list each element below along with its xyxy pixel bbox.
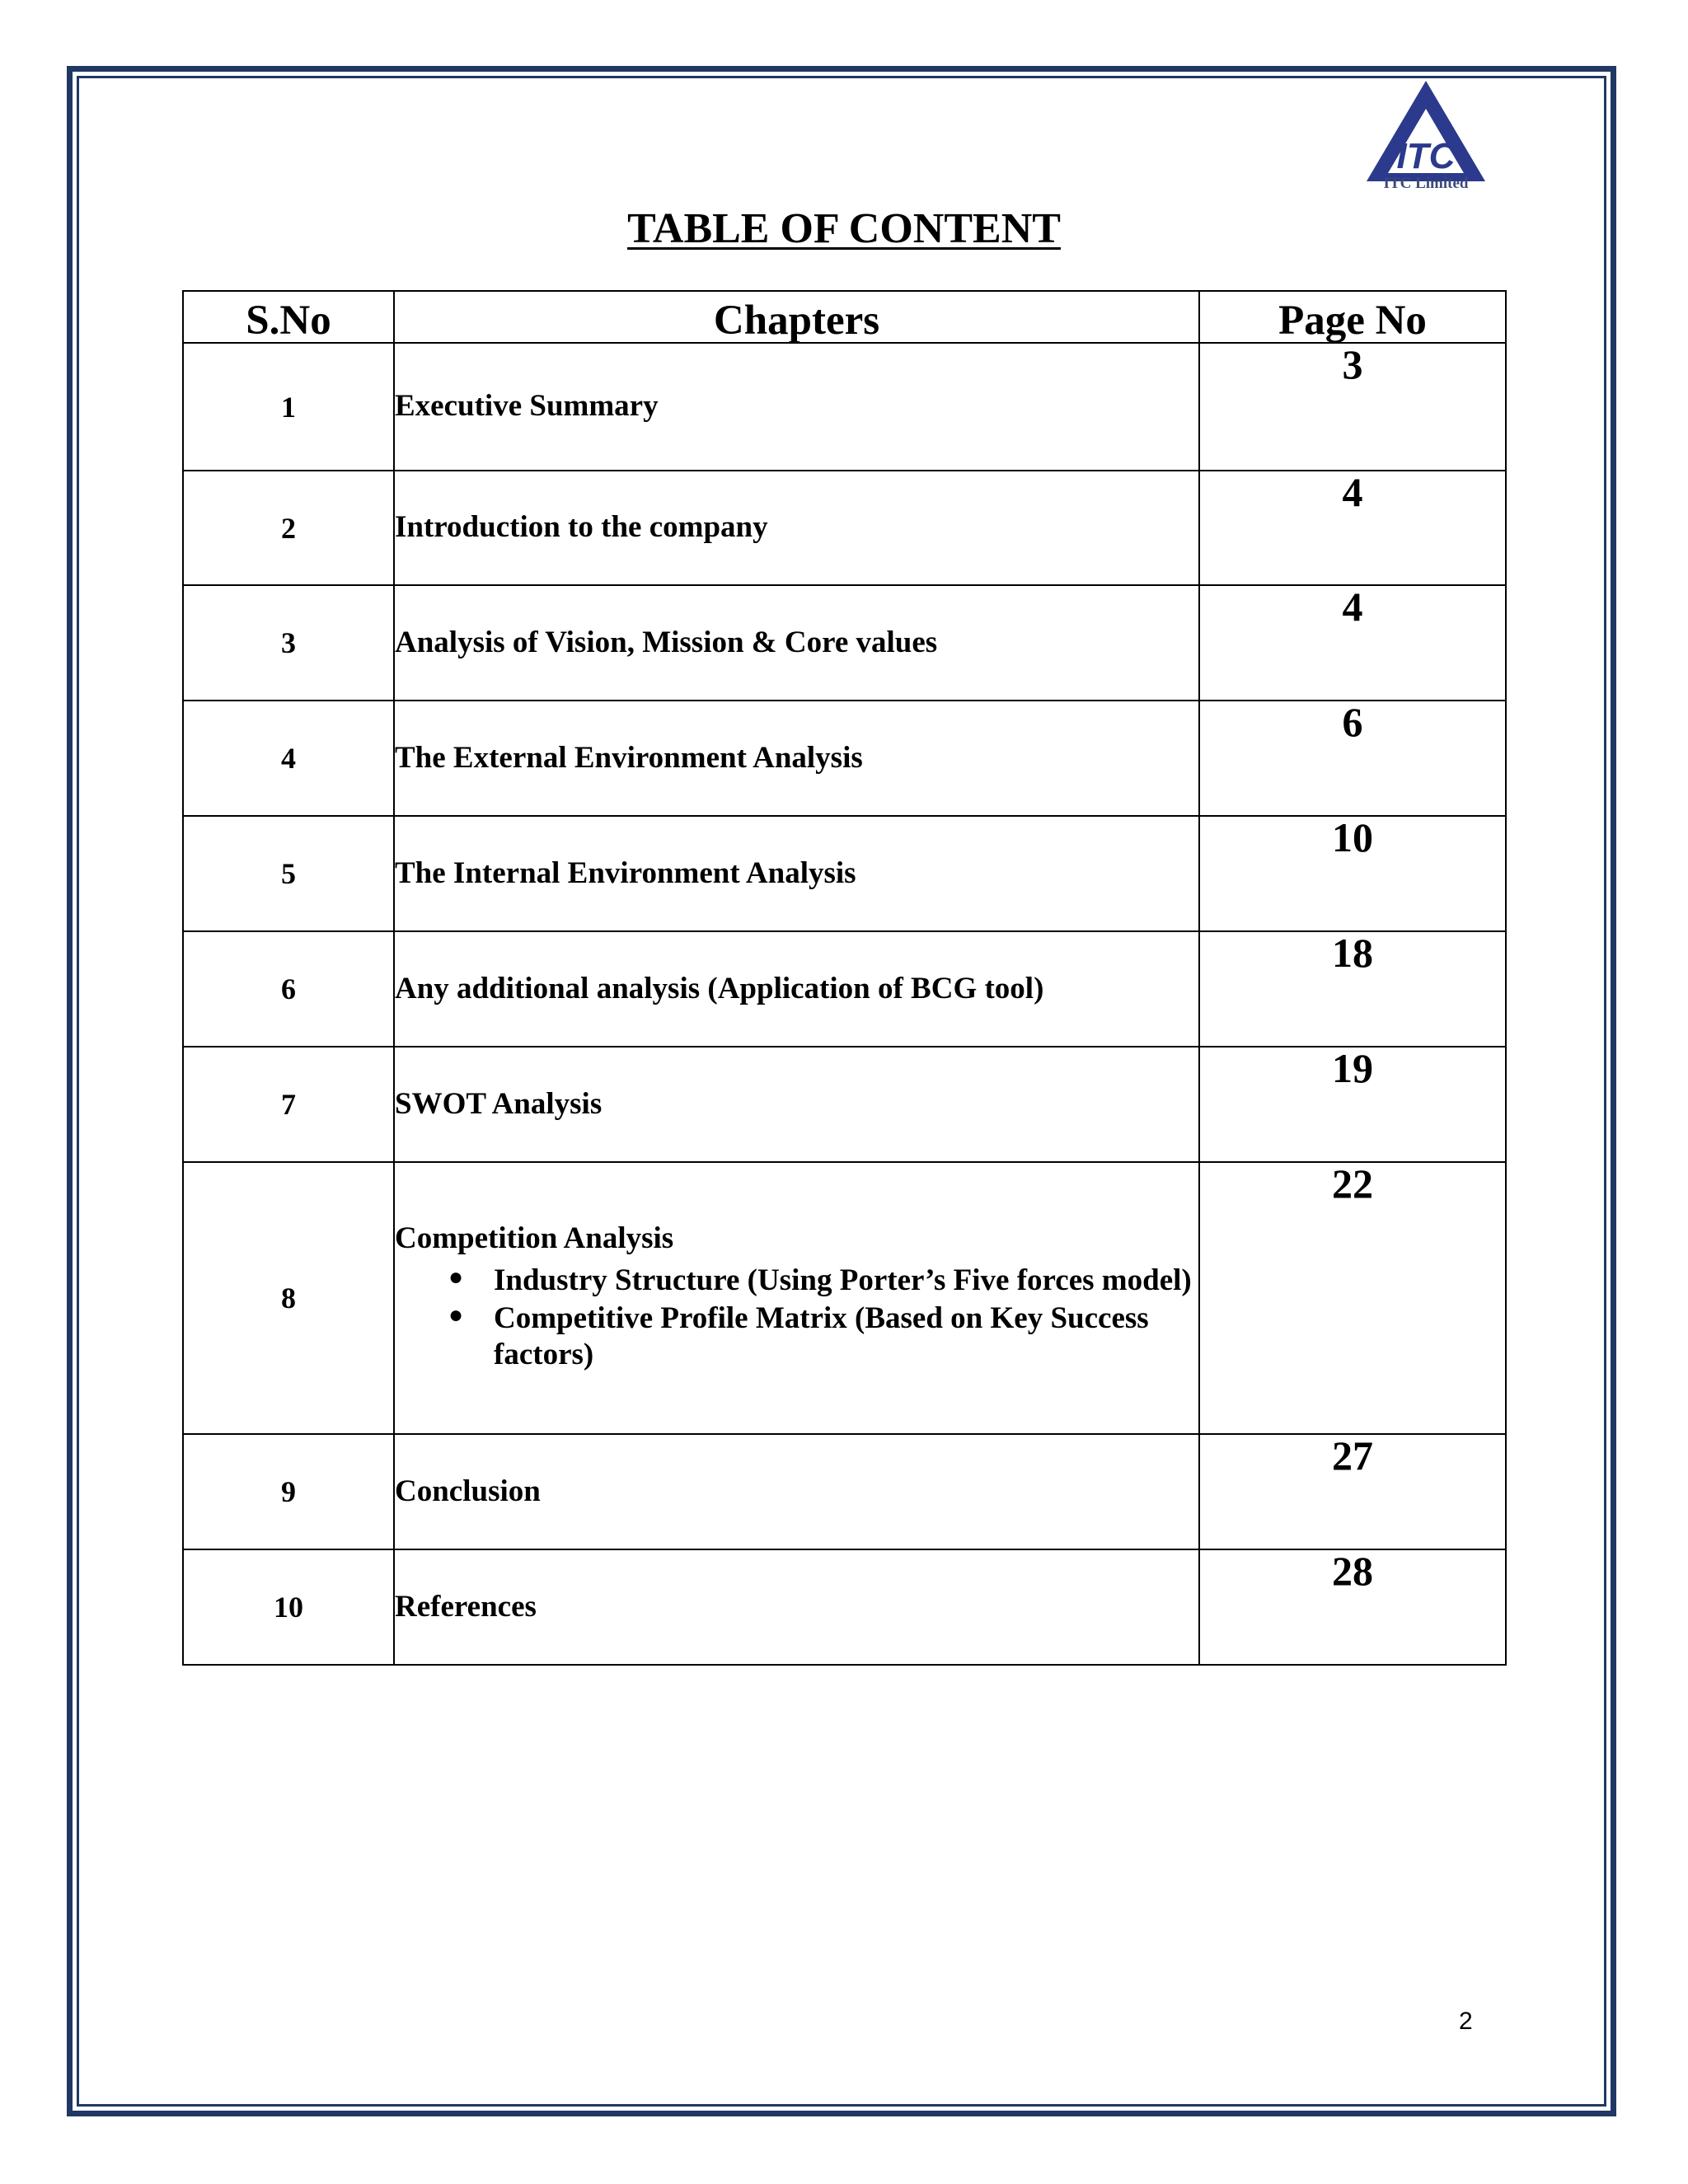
row-page-value: 6 — [1342, 699, 1363, 745]
row-page — [1199, 1162, 1506, 1434]
row-chapter-title: Competition Analysis — [395, 1221, 674, 1256]
row-page — [1199, 816, 1506, 931]
row-page — [1199, 343, 1506, 471]
bullet-text: Competitive Profile Matrix (Based on Key Success factors) — [494, 1301, 1149, 1372]
table-row — [183, 343, 1506, 471]
row-chapter — [394, 1162, 1199, 1434]
row-page-value: 3 — [1342, 341, 1363, 387]
row-page-value: 28 — [1332, 1548, 1373, 1594]
header-chapters: Chapters — [394, 291, 1199, 343]
row-page — [1199, 585, 1506, 701]
bullet-item — [448, 1263, 1198, 1299]
row-page-value: 4 — [1342, 469, 1363, 515]
row-page-value: 22 — [1332, 1160, 1373, 1207]
table-row — [183, 931, 1506, 1047]
row-sno: 9 — [183, 1434, 394, 1549]
row-page — [1199, 931, 1506, 1047]
row-page — [1199, 701, 1506, 816]
row-page — [1199, 471, 1506, 585]
table-header-row — [183, 291, 1506, 343]
row-chapter: Introduction to the company — [394, 471, 1199, 585]
row-page — [1199, 1434, 1506, 1549]
bullet-icon: ● — [448, 1263, 464, 1291]
row-sno: 5 — [183, 816, 394, 931]
table-row — [183, 471, 1506, 585]
table-row — [183, 816, 1506, 931]
row-chapter: Any additional analysis (Application of BCG tool) — [394, 931, 1199, 1047]
row-chapter: Executive Summary — [394, 343, 1199, 471]
table-row — [183, 1162, 1506, 1434]
bullet-item — [448, 1301, 1198, 1374]
row-chapter: Analysis of Vision, Mission & Core values — [394, 585, 1199, 701]
row-sno: 8 — [183, 1162, 394, 1434]
row-sno: 10 — [183, 1549, 394, 1665]
table-row — [183, 1434, 1506, 1549]
chapter-bullet-list — [395, 1263, 1198, 1374]
row-chapter: The Internal Environment Analysis — [394, 816, 1199, 931]
page-title: TABLE OF CONTENT — [627, 205, 1061, 252]
table-row — [183, 1549, 1506, 1665]
row-page-value: 27 — [1332, 1432, 1373, 1479]
contents-table — [182, 290, 1507, 1666]
row-chapter: References — [394, 1549, 1199, 1665]
row-sno: 2 — [183, 471, 394, 585]
row-page-value: 4 — [1342, 583, 1363, 630]
row-sno: 6 — [183, 931, 394, 1047]
logo-brand: ITC — [1396, 136, 1456, 176]
row-page-value: 18 — [1332, 930, 1373, 976]
row-sno: 4 — [183, 701, 394, 816]
row-sno: 1 — [183, 343, 394, 471]
bullet-icon: ● — [448, 1301, 464, 1329]
header-page-no: Page No — [1199, 291, 1506, 343]
row-chapter: SWOT Analysis — [394, 1047, 1199, 1162]
row-page — [1199, 1047, 1506, 1162]
bullet-text: Industry Structure (Using Porter’s Five forces model) — [494, 1263, 1192, 1297]
row-sno: 7 — [183, 1047, 394, 1162]
row-sno: 3 — [183, 585, 394, 701]
header-sno: S.No — [183, 291, 394, 343]
page-number: 2 — [1459, 2008, 1473, 2035]
row-page-value: 19 — [1332, 1045, 1373, 1091]
row-page-value: 10 — [1332, 814, 1373, 860]
logo-caption: ITC Limited — [1383, 175, 1469, 192]
table-row — [183, 701, 1506, 816]
table-row — [183, 1047, 1506, 1162]
table-row — [183, 585, 1506, 701]
row-chapter: The External Environment Analysis — [394, 701, 1199, 816]
row-page — [1199, 1549, 1506, 1665]
row-chapter: Conclusion — [394, 1434, 1199, 1549]
